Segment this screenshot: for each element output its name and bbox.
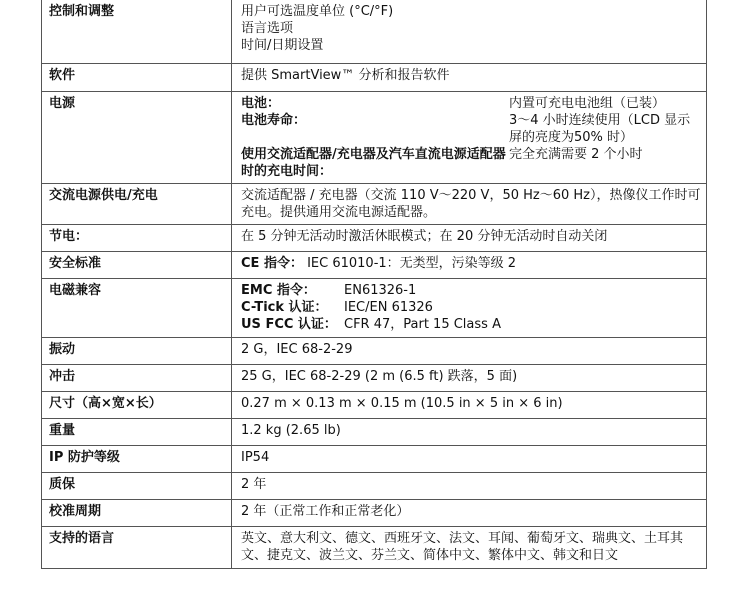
row-value: 2 年（正常工作和正常老化） [232,500,707,527]
table-row [42,473,707,500]
emc-value: EN61326-1 [344,283,417,298]
battery-value: 内置可充电电池组（已装） [509,96,666,111]
table-row [42,392,707,419]
row-label: 振动 [42,338,232,365]
row-value: 2 G，IEC 68-2-29 [232,338,707,365]
row-value: IP54 [232,446,707,473]
table-row [42,184,707,225]
row-value [232,0,707,64]
table-row [42,500,707,527]
value-line: 语言选项 [241,21,294,36]
table-row [42,527,707,569]
table-row [42,419,707,446]
row-label: 控制和调整 [42,0,232,64]
battery-label: 电池： [241,96,281,111]
row-label: 冲击 [42,365,232,392]
table-row [42,252,707,279]
row-value: 在 5 分钟无活动时激活休眠模式；在 20 分钟无活动时自动关闭 [232,225,707,252]
value-line: 用户可选温度单位 (°C/°F) [241,4,394,19]
table-row [42,225,707,252]
value-text: 英文、意大利文、德文、西班牙文、法文、耳闻、葡萄牙文、瑞典文、土耳其文、捷克文、波兰文、芬兰文、简体中文、繁体中文、韩文和日文 [241,531,684,563]
ce-directive-label: CE 指令： [241,256,303,271]
row-value [232,527,707,569]
power-details [232,92,707,184]
spec-table [41,0,707,569]
row-label: 节电： [42,225,232,252]
row-label: 软件 [42,64,232,92]
fcc-value: CFR 47，Part 15 Class A [344,317,501,332]
row-label: 校准周期 [42,500,232,527]
row-label: 重量 [42,419,232,446]
row-label: 电磁兼容 [42,279,232,338]
row-label: 安全标准 [42,252,232,279]
row-label: 交流电源供电/充电 [42,184,232,225]
row-value: 提供 SmartView™ 分析和报告软件 [232,64,707,92]
row-value: 0.27 m × 0.13 m × 0.15 m (10.5 in × 5 in × 6 in) [232,392,707,419]
row-value: 1.2 kg (2.65 lb) [232,419,707,446]
charge-time-value: 完全充满需要 2 个小时 [509,147,643,162]
battery-life-value: 3～4 小时连续使用（LCD 显示屏的亮度为50% 时） [509,113,691,145]
row-label: 电源 [42,92,232,184]
table-row [42,0,707,64]
emc-label: EMC 指令： [241,283,316,298]
row-value [232,184,707,225]
table-row [42,338,707,365]
value-line: 时间/日期设置 [241,38,324,53]
table-row [42,279,707,338]
row-value [232,252,707,279]
emc-details [232,279,707,338]
table-row [42,64,707,92]
table-row [42,365,707,392]
charge-time-label: 使用交流适配器/充电器及汽车直流电源适配器时的充电时间： [241,147,506,179]
table-row [42,92,707,184]
table-row [42,446,707,473]
ctick-label: C-Tick 认证： [241,300,328,315]
battery-life-label: 电池寿命： [241,113,307,128]
fcc-label: US FCC 认证： [241,317,337,332]
row-value: 2 年 [232,473,707,500]
row-label: 尺寸（高×宽×长） [42,392,232,419]
value-text: 交流适配器 / 充电器（交流 110 V～220 V，50 Hz～60 Hz），热像仪工作时可充电。提供通用交流电源适配器。 [241,188,701,220]
ce-directive-value: IEC 61010-1：无类型，污染等级 2 [307,256,517,271]
row-label: 质保 [42,473,232,500]
row-value: 25 G，IEC 68-2-29 (2 m (6.5 ft) 跌落，5 面) [232,365,707,392]
row-label: 支持的语言 [42,527,232,569]
ctick-value: IEC/EN 61326 [344,300,433,315]
row-label: IP 防护等级 [42,446,232,473]
